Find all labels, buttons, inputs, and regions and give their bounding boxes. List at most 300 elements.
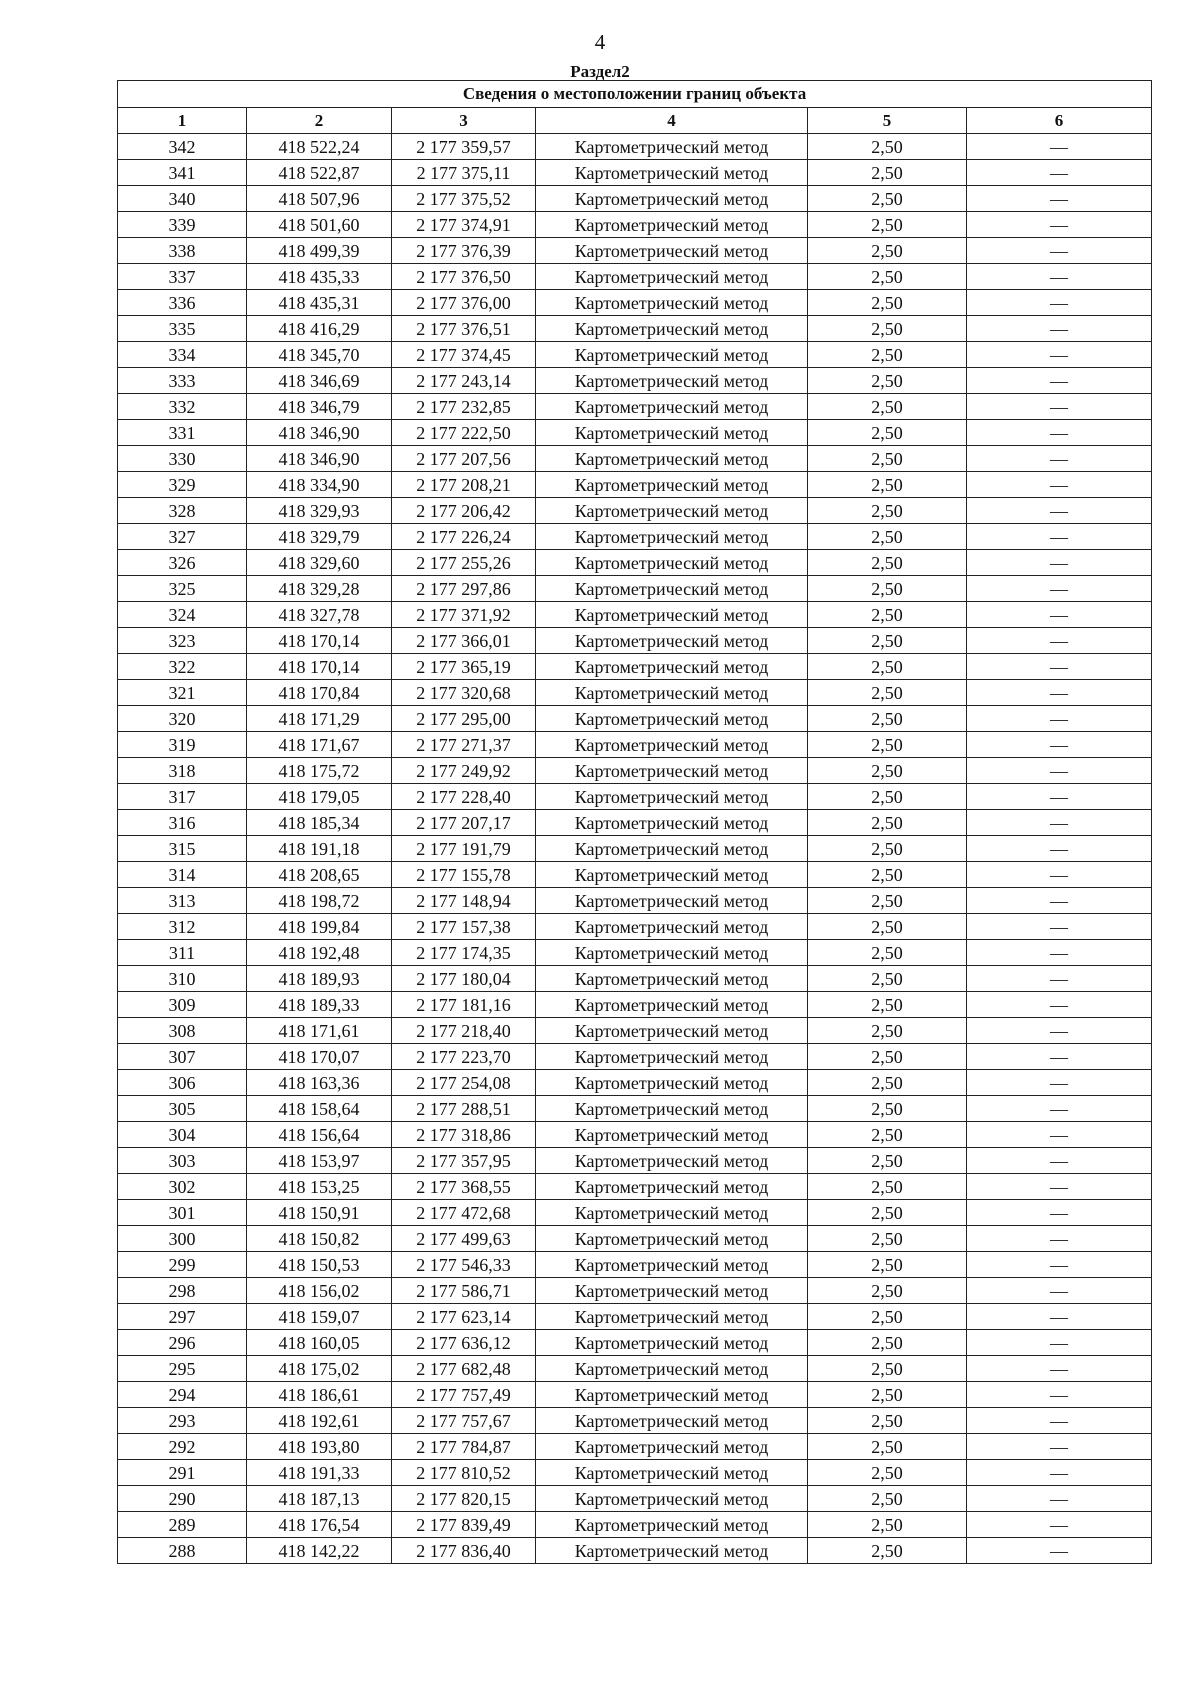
y-coordinate-cell: 2 177 320,68 bbox=[392, 680, 536, 706]
method-cell: Картометрический метод bbox=[536, 836, 808, 862]
note-cell: — bbox=[967, 1252, 1152, 1278]
point-number-cell: 336 bbox=[118, 290, 247, 316]
y-coordinate-cell: 2 177 226,24 bbox=[392, 524, 536, 550]
y-coordinate-cell: 2 177 376,50 bbox=[392, 264, 536, 290]
point-number-cell: 304 bbox=[118, 1122, 247, 1148]
method-cell: Картометрический метод bbox=[536, 1512, 808, 1538]
method-cell: Картометрический метод bbox=[536, 1486, 808, 1512]
y-coordinate-cell: 2 177 374,91 bbox=[392, 212, 536, 238]
point-number-cell: 309 bbox=[118, 992, 247, 1018]
table-row bbox=[118, 472, 1152, 498]
x-coordinate-cell: 418 522,87 bbox=[247, 160, 392, 186]
note-cell: — bbox=[967, 758, 1152, 784]
note-cell: — bbox=[967, 446, 1152, 472]
accuracy-cell: 2,50 bbox=[808, 1512, 967, 1538]
x-coordinate-cell: 418 150,82 bbox=[247, 1226, 392, 1252]
note-cell: — bbox=[967, 940, 1152, 966]
method-cell: Картометрический метод bbox=[536, 394, 808, 420]
x-coordinate-cell: 418 192,48 bbox=[247, 940, 392, 966]
x-coordinate-cell: 418 329,79 bbox=[247, 524, 392, 550]
y-coordinate-cell: 2 177 820,15 bbox=[392, 1486, 536, 1512]
note-cell: — bbox=[967, 342, 1152, 368]
note-cell: — bbox=[967, 1408, 1152, 1434]
method-cell: Картометрический метод bbox=[536, 1122, 808, 1148]
x-coordinate-cell: 418 191,18 bbox=[247, 836, 392, 862]
accuracy-cell: 2,50 bbox=[808, 706, 967, 732]
method-cell: Картометрический метод bbox=[536, 1252, 808, 1278]
table-row bbox=[118, 1538, 1152, 1564]
table-row bbox=[118, 368, 1152, 394]
table-row bbox=[118, 524, 1152, 550]
x-coordinate-cell: 418 329,93 bbox=[247, 498, 392, 524]
y-coordinate-cell: 2 177 255,26 bbox=[392, 550, 536, 576]
table-row bbox=[118, 862, 1152, 888]
accuracy-cell: 2,50 bbox=[808, 160, 967, 186]
accuracy-cell: 2,50 bbox=[808, 1278, 967, 1304]
point-number-cell: 298 bbox=[118, 1278, 247, 1304]
note-cell: — bbox=[967, 1278, 1152, 1304]
accuracy-cell: 2,50 bbox=[808, 966, 967, 992]
point-number-cell: 322 bbox=[118, 654, 247, 680]
x-coordinate-cell: 418 159,07 bbox=[247, 1304, 392, 1330]
method-cell: Картометрический метод bbox=[536, 1018, 808, 1044]
accuracy-cell: 2,50 bbox=[808, 472, 967, 498]
accuracy-cell: 2,50 bbox=[808, 576, 967, 602]
x-coordinate-cell: 418 501,60 bbox=[247, 212, 392, 238]
note-cell: — bbox=[967, 316, 1152, 342]
table-row bbox=[118, 940, 1152, 966]
table-row bbox=[118, 888, 1152, 914]
x-coordinate-cell: 418 192,61 bbox=[247, 1408, 392, 1434]
table-row bbox=[118, 550, 1152, 576]
x-coordinate-cell: 418 142,22 bbox=[247, 1538, 392, 1564]
y-coordinate-cell: 2 177 271,37 bbox=[392, 732, 536, 758]
accuracy-cell: 2,50 bbox=[808, 1408, 967, 1434]
accuracy-cell: 2,50 bbox=[808, 550, 967, 576]
point-number-cell: 314 bbox=[118, 862, 247, 888]
y-coordinate-cell: 2 177 232,85 bbox=[392, 394, 536, 420]
method-cell: Картометрический метод bbox=[536, 316, 808, 342]
note-cell: — bbox=[967, 654, 1152, 680]
point-number-cell: 297 bbox=[118, 1304, 247, 1330]
x-coordinate-cell: 418 435,31 bbox=[247, 290, 392, 316]
point-number-cell: 300 bbox=[118, 1226, 247, 1252]
x-coordinate-cell: 418 329,28 bbox=[247, 576, 392, 602]
y-coordinate-cell: 2 177 218,40 bbox=[392, 1018, 536, 1044]
x-coordinate-cell: 418 179,05 bbox=[247, 784, 392, 810]
method-cell: Картометрический метод bbox=[536, 680, 808, 706]
accuracy-cell: 2,50 bbox=[808, 914, 967, 940]
accuracy-cell: 2,50 bbox=[808, 1174, 967, 1200]
note-cell: — bbox=[967, 212, 1152, 238]
table-row bbox=[118, 316, 1152, 342]
point-number-cell: 342 bbox=[118, 134, 247, 160]
note-cell: — bbox=[967, 1018, 1152, 1044]
accuracy-cell: 2,50 bbox=[808, 1538, 967, 1564]
y-coordinate-cell: 2 177 206,42 bbox=[392, 498, 536, 524]
method-cell: Картометрический метод bbox=[536, 758, 808, 784]
y-coordinate-cell: 2 177 222,50 bbox=[392, 420, 536, 446]
accuracy-cell: 2,50 bbox=[808, 1252, 967, 1278]
point-number-cell: 293 bbox=[118, 1408, 247, 1434]
table-row bbox=[118, 160, 1152, 186]
point-number-cell: 331 bbox=[118, 420, 247, 446]
x-coordinate-cell: 418 187,13 bbox=[247, 1486, 392, 1512]
table-row bbox=[118, 446, 1152, 472]
note-cell: — bbox=[967, 680, 1152, 706]
point-number-cell: 313 bbox=[118, 888, 247, 914]
x-coordinate-cell: 418 185,34 bbox=[247, 810, 392, 836]
accuracy-cell: 2,50 bbox=[808, 394, 967, 420]
table-row bbox=[118, 1408, 1152, 1434]
y-coordinate-cell: 2 177 376,00 bbox=[392, 290, 536, 316]
note-cell: — bbox=[967, 134, 1152, 160]
x-coordinate-cell: 418 153,25 bbox=[247, 1174, 392, 1200]
point-number-cell: 334 bbox=[118, 342, 247, 368]
x-coordinate-cell: 418 156,02 bbox=[247, 1278, 392, 1304]
table-row bbox=[118, 1252, 1152, 1278]
x-coordinate-cell: 418 199,84 bbox=[247, 914, 392, 940]
y-coordinate-cell: 2 177 249,92 bbox=[392, 758, 536, 784]
accuracy-cell: 2,50 bbox=[808, 1330, 967, 1356]
table-row bbox=[118, 680, 1152, 706]
note-cell: — bbox=[967, 1226, 1152, 1252]
table-row bbox=[118, 1460, 1152, 1486]
accuracy-cell: 2,50 bbox=[808, 940, 967, 966]
table-row bbox=[118, 1096, 1152, 1122]
y-coordinate-cell: 2 177 839,49 bbox=[392, 1512, 536, 1538]
method-cell: Картометрический метод bbox=[536, 1382, 808, 1408]
x-coordinate-cell: 418 507,96 bbox=[247, 186, 392, 212]
note-cell: — bbox=[967, 914, 1152, 940]
y-coordinate-cell: 2 177 180,04 bbox=[392, 966, 536, 992]
y-coordinate-cell: 2 177 223,70 bbox=[392, 1044, 536, 1070]
method-cell: Картометрический метод bbox=[536, 1538, 808, 1564]
y-coordinate-cell: 2 177 366,01 bbox=[392, 628, 536, 654]
y-coordinate-cell: 2 177 371,92 bbox=[392, 602, 536, 628]
note-cell: — bbox=[967, 602, 1152, 628]
point-number-cell: 288 bbox=[118, 1538, 247, 1564]
y-coordinate-cell: 2 177 181,16 bbox=[392, 992, 536, 1018]
table-row bbox=[118, 602, 1152, 628]
x-coordinate-cell: 418 163,36 bbox=[247, 1070, 392, 1096]
point-number-cell: 319 bbox=[118, 732, 247, 758]
y-coordinate-cell: 2 177 357,95 bbox=[392, 1148, 536, 1174]
note-cell: — bbox=[967, 862, 1152, 888]
point-number-cell: 323 bbox=[118, 628, 247, 654]
table-row bbox=[118, 1434, 1152, 1460]
table-row bbox=[118, 810, 1152, 836]
accuracy-cell: 2,50 bbox=[808, 1200, 967, 1226]
point-number-cell: 325 bbox=[118, 576, 247, 602]
y-coordinate-cell: 2 177 148,94 bbox=[392, 888, 536, 914]
note-cell: — bbox=[967, 472, 1152, 498]
note-cell: — bbox=[967, 810, 1152, 836]
point-number-cell: 329 bbox=[118, 472, 247, 498]
method-cell: Картометрический метод bbox=[536, 992, 808, 1018]
method-cell: Картометрический метод bbox=[536, 212, 808, 238]
accuracy-cell: 2,50 bbox=[808, 1018, 967, 1044]
y-coordinate-cell: 2 177 546,33 bbox=[392, 1252, 536, 1278]
method-cell: Картометрический метод bbox=[536, 1174, 808, 1200]
y-coordinate-cell: 2 177 295,00 bbox=[392, 706, 536, 732]
column-header: 5 bbox=[808, 108, 967, 134]
method-cell: Картометрический метод bbox=[536, 576, 808, 602]
note-cell: — bbox=[967, 498, 1152, 524]
method-cell: Картометрический метод bbox=[536, 966, 808, 992]
y-coordinate-cell: 2 177 636,12 bbox=[392, 1330, 536, 1356]
accuracy-cell: 2,50 bbox=[808, 524, 967, 550]
point-number-cell: 308 bbox=[118, 1018, 247, 1044]
table-row bbox=[118, 654, 1152, 680]
table-row bbox=[118, 992, 1152, 1018]
x-coordinate-cell: 418 327,78 bbox=[247, 602, 392, 628]
point-number-cell: 315 bbox=[118, 836, 247, 862]
note-cell: — bbox=[967, 160, 1152, 186]
table-row bbox=[118, 628, 1152, 654]
table-row bbox=[118, 732, 1152, 758]
table-row bbox=[118, 836, 1152, 862]
y-coordinate-cell: 2 177 207,56 bbox=[392, 446, 536, 472]
accuracy-cell: 2,50 bbox=[808, 134, 967, 160]
point-number-cell: 307 bbox=[118, 1044, 247, 1070]
x-coordinate-cell: 418 334,90 bbox=[247, 472, 392, 498]
accuracy-cell: 2,50 bbox=[808, 1486, 967, 1512]
x-coordinate-cell: 418 208,65 bbox=[247, 862, 392, 888]
point-number-cell: 321 bbox=[118, 680, 247, 706]
point-number-cell: 305 bbox=[118, 1096, 247, 1122]
y-coordinate-cell: 2 177 682,48 bbox=[392, 1356, 536, 1382]
method-cell: Картометрический метод bbox=[536, 628, 808, 654]
accuracy-cell: 2,50 bbox=[808, 810, 967, 836]
note-cell: — bbox=[967, 1460, 1152, 1486]
accuracy-cell: 2,50 bbox=[808, 342, 967, 368]
x-coordinate-cell: 418 170,07 bbox=[247, 1044, 392, 1070]
note-cell: — bbox=[967, 264, 1152, 290]
point-number-cell: 292 bbox=[118, 1434, 247, 1460]
x-coordinate-cell: 418 329,60 bbox=[247, 550, 392, 576]
y-coordinate-cell: 2 177 757,67 bbox=[392, 1408, 536, 1434]
column-header-row bbox=[118, 108, 1152, 134]
table-row bbox=[118, 914, 1152, 940]
table-row bbox=[118, 966, 1152, 992]
x-coordinate-cell: 418 345,70 bbox=[247, 342, 392, 368]
note-cell: — bbox=[967, 1382, 1152, 1408]
note-cell: — bbox=[967, 992, 1152, 1018]
note-cell: — bbox=[967, 732, 1152, 758]
note-cell: — bbox=[967, 1434, 1152, 1460]
y-coordinate-cell: 2 177 757,49 bbox=[392, 1382, 536, 1408]
x-coordinate-cell: 418 189,33 bbox=[247, 992, 392, 1018]
x-coordinate-cell: 418 186,61 bbox=[247, 1382, 392, 1408]
method-cell: Картометрический метод bbox=[536, 1408, 808, 1434]
x-coordinate-cell: 418 170,14 bbox=[247, 628, 392, 654]
x-coordinate-cell: 418 346,79 bbox=[247, 394, 392, 420]
accuracy-cell: 2,50 bbox=[808, 836, 967, 862]
method-cell: Картометрический метод bbox=[536, 368, 808, 394]
table-row bbox=[118, 1174, 1152, 1200]
x-coordinate-cell: 418 170,84 bbox=[247, 680, 392, 706]
table-row bbox=[118, 1200, 1152, 1226]
method-cell: Картометрический метод bbox=[536, 1096, 808, 1122]
x-coordinate-cell: 418 346,90 bbox=[247, 446, 392, 472]
table-row bbox=[118, 1226, 1152, 1252]
table-row bbox=[118, 1018, 1152, 1044]
point-number-cell: 337 bbox=[118, 264, 247, 290]
table-row bbox=[118, 1382, 1152, 1408]
accuracy-cell: 2,50 bbox=[808, 1460, 967, 1486]
method-cell: Картометрический метод bbox=[536, 1330, 808, 1356]
method-cell: Картометрический метод bbox=[536, 160, 808, 186]
note-cell: — bbox=[967, 836, 1152, 862]
y-coordinate-cell: 2 177 375,11 bbox=[392, 160, 536, 186]
y-coordinate-cell: 2 177 191,79 bbox=[392, 836, 536, 862]
note-cell: — bbox=[967, 550, 1152, 576]
method-cell: Картометрический метод bbox=[536, 602, 808, 628]
table-row bbox=[118, 394, 1152, 420]
table-row bbox=[118, 758, 1152, 784]
method-cell: Картометрический метод bbox=[536, 186, 808, 212]
column-header: 3 bbox=[392, 108, 536, 134]
note-cell: — bbox=[967, 238, 1152, 264]
accuracy-cell: 2,50 bbox=[808, 1148, 967, 1174]
point-number-cell: 330 bbox=[118, 446, 247, 472]
method-cell: Картометрический метод bbox=[536, 342, 808, 368]
point-number-cell: 294 bbox=[118, 1382, 247, 1408]
x-coordinate-cell: 418 150,91 bbox=[247, 1200, 392, 1226]
method-cell: Картометрический метод bbox=[536, 784, 808, 810]
point-number-cell: 296 bbox=[118, 1330, 247, 1356]
method-cell: Картометрический метод bbox=[536, 706, 808, 732]
table-caption: Сведения о местоположении границ объекта bbox=[118, 81, 1152, 108]
column-header: 2 bbox=[247, 108, 392, 134]
point-number-cell: 299 bbox=[118, 1252, 247, 1278]
note-cell: — bbox=[967, 524, 1152, 550]
x-coordinate-cell: 418 150,53 bbox=[247, 1252, 392, 1278]
method-cell: Картометрический метод bbox=[536, 550, 808, 576]
x-coordinate-cell: 418 171,61 bbox=[247, 1018, 392, 1044]
note-cell: — bbox=[967, 1122, 1152, 1148]
y-coordinate-cell: 2 177 359,57 bbox=[392, 134, 536, 160]
accuracy-cell: 2,50 bbox=[808, 680, 967, 706]
y-coordinate-cell: 2 177 365,19 bbox=[392, 654, 536, 680]
note-cell: — bbox=[967, 368, 1152, 394]
accuracy-cell: 2,50 bbox=[808, 186, 967, 212]
accuracy-cell: 2,50 bbox=[808, 732, 967, 758]
table-row bbox=[118, 1278, 1152, 1304]
accuracy-cell: 2,50 bbox=[808, 1044, 967, 1070]
method-cell: Картометрический метод bbox=[536, 1356, 808, 1382]
accuracy-cell: 2,50 bbox=[808, 290, 967, 316]
x-coordinate-cell: 418 522,24 bbox=[247, 134, 392, 160]
method-cell: Картометрический метод bbox=[536, 498, 808, 524]
point-number-cell: 306 bbox=[118, 1070, 247, 1096]
note-cell: — bbox=[967, 1330, 1152, 1356]
x-coordinate-cell: 418 198,72 bbox=[247, 888, 392, 914]
point-number-cell: 324 bbox=[118, 602, 247, 628]
accuracy-cell: 2,50 bbox=[808, 420, 967, 446]
point-number-cell: 311 bbox=[118, 940, 247, 966]
y-coordinate-cell: 2 177 375,52 bbox=[392, 186, 536, 212]
point-number-cell: 301 bbox=[118, 1200, 247, 1226]
note-cell: — bbox=[967, 394, 1152, 420]
table-row bbox=[118, 134, 1152, 160]
point-number-cell: 335 bbox=[118, 316, 247, 342]
table-row bbox=[118, 186, 1152, 212]
note-cell: — bbox=[967, 1044, 1152, 1070]
note-cell: — bbox=[967, 1174, 1152, 1200]
x-coordinate-cell: 418 416,29 bbox=[247, 316, 392, 342]
table-row bbox=[118, 1512, 1152, 1538]
point-number-cell: 339 bbox=[118, 212, 247, 238]
accuracy-cell: 2,50 bbox=[808, 1304, 967, 1330]
column-header: 1 bbox=[118, 108, 247, 134]
note-cell: — bbox=[967, 576, 1152, 602]
y-coordinate-cell: 2 177 499,63 bbox=[392, 1226, 536, 1252]
accuracy-cell: 2,50 bbox=[808, 992, 967, 1018]
x-coordinate-cell: 418 153,97 bbox=[247, 1148, 392, 1174]
y-coordinate-cell: 2 177 228,40 bbox=[392, 784, 536, 810]
method-cell: Картометрический метод bbox=[536, 888, 808, 914]
page-number: 4 bbox=[594, 30, 606, 54]
y-coordinate-cell: 2 177 836,40 bbox=[392, 1538, 536, 1564]
accuracy-cell: 2,50 bbox=[808, 264, 967, 290]
table-row bbox=[118, 290, 1152, 316]
table-row bbox=[118, 342, 1152, 368]
method-cell: Картометрический метод bbox=[536, 654, 808, 680]
table-row bbox=[118, 238, 1152, 264]
method-cell: Картометрический метод bbox=[536, 446, 808, 472]
x-coordinate-cell: 418 170,14 bbox=[247, 654, 392, 680]
x-coordinate-cell: 418 435,33 bbox=[247, 264, 392, 290]
point-number-cell: 326 bbox=[118, 550, 247, 576]
point-number-cell: 320 bbox=[118, 706, 247, 732]
point-number-cell: 317 bbox=[118, 784, 247, 810]
table-row bbox=[118, 1486, 1152, 1512]
table-row bbox=[118, 1044, 1152, 1070]
accuracy-cell: 2,50 bbox=[808, 888, 967, 914]
table-row bbox=[118, 498, 1152, 524]
x-coordinate-cell: 418 193,80 bbox=[247, 1434, 392, 1460]
x-coordinate-cell: 418 346,90 bbox=[247, 420, 392, 446]
point-number-cell: 332 bbox=[118, 394, 247, 420]
accuracy-cell: 2,50 bbox=[808, 1434, 967, 1460]
method-cell: Картометрический метод bbox=[536, 1044, 808, 1070]
y-coordinate-cell: 2 177 586,71 bbox=[392, 1278, 536, 1304]
note-cell: — bbox=[967, 1538, 1152, 1564]
method-cell: Картометрический метод bbox=[536, 1148, 808, 1174]
x-coordinate-cell: 418 175,72 bbox=[247, 758, 392, 784]
point-number-cell: 340 bbox=[118, 186, 247, 212]
method-cell: Картометрический метод bbox=[536, 862, 808, 888]
accuracy-cell: 2,50 bbox=[808, 1382, 967, 1408]
accuracy-cell: 2,50 bbox=[808, 238, 967, 264]
y-coordinate-cell: 2 177 288,51 bbox=[392, 1096, 536, 1122]
point-number-cell: 302 bbox=[118, 1174, 247, 1200]
y-coordinate-cell: 2 177 810,52 bbox=[392, 1460, 536, 1486]
point-number-cell: 312 bbox=[118, 914, 247, 940]
note-cell: — bbox=[967, 1148, 1152, 1174]
point-number-cell: 327 bbox=[118, 524, 247, 550]
y-coordinate-cell: 2 177 472,68 bbox=[392, 1200, 536, 1226]
y-coordinate-cell: 2 177 376,39 bbox=[392, 238, 536, 264]
x-coordinate-cell: 418 176,54 bbox=[247, 1512, 392, 1538]
y-coordinate-cell: 2 177 207,17 bbox=[392, 810, 536, 836]
method-cell: Картометрический метод bbox=[536, 472, 808, 498]
accuracy-cell: 2,50 bbox=[808, 1096, 967, 1122]
point-number-cell: 338 bbox=[118, 238, 247, 264]
x-coordinate-cell: 418 191,33 bbox=[247, 1460, 392, 1486]
